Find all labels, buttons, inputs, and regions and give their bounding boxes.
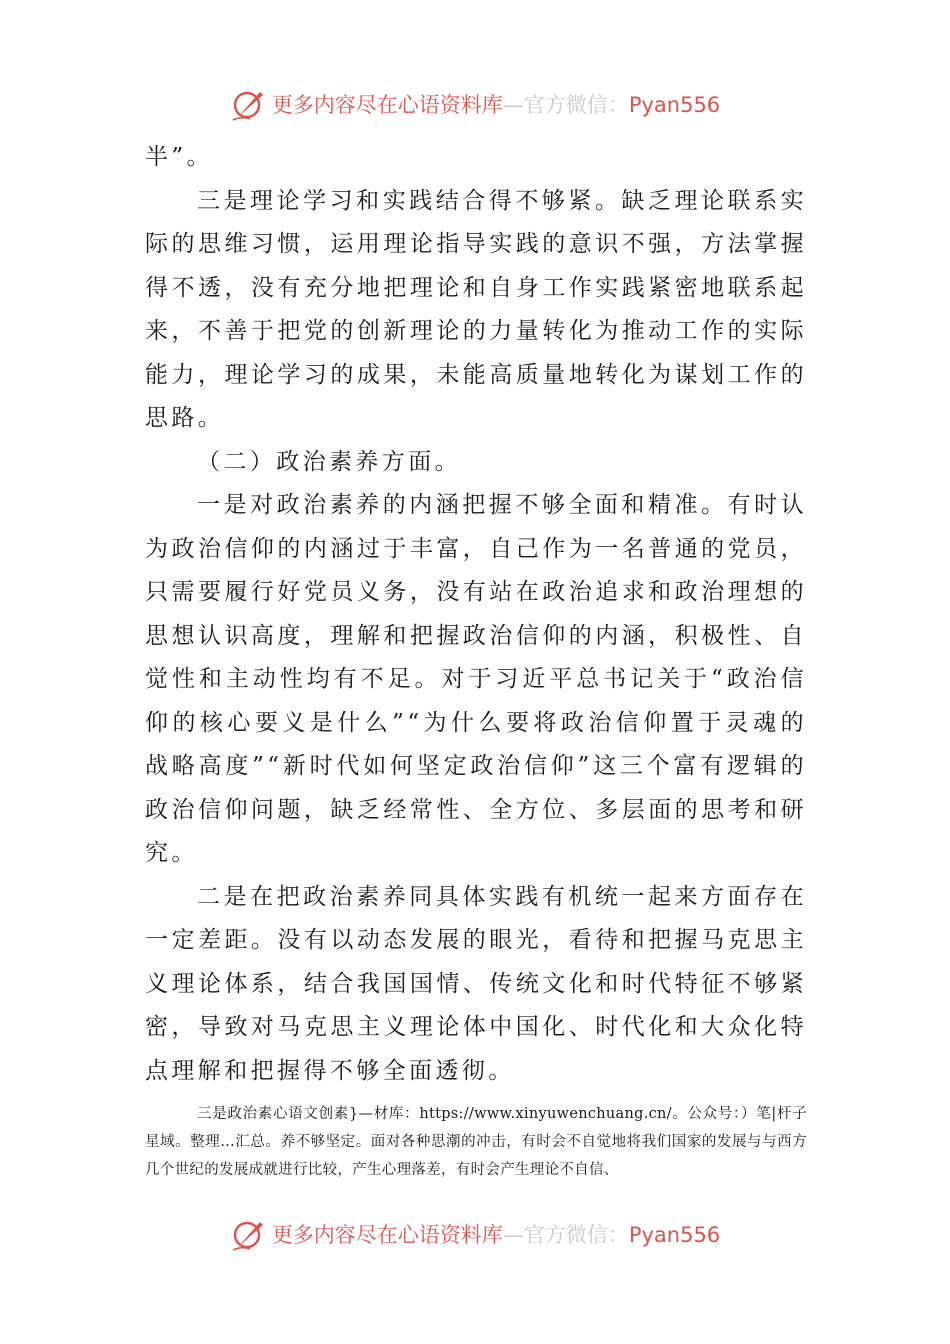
section-heading-political-literacy: （二）政治素养方面。 bbox=[197, 448, 461, 475]
quill-pen-logo-icon bbox=[230, 1216, 266, 1252]
paragraph-practice-gap: 二是在把政治素养同具体实践有机统一起来方面存在一定差距。没有以动态发展的眼光，看待和把握马克思主义理论体系，结合我国国情、传统文化和时代特征不够紧密，导致对马克思主义理论体中国化、时代化和大众化特点理解和把握得不够全面透彻。 bbox=[145, 883, 807, 1084]
footnote-text: 三是政治素心语文创素}—材库：https://www.xinyuwenchuang.cn/。公众号：）笔|杆子星域。整理…汇总。养不够坚定。面对各种思潮的冲击，有时会不自觉地将我们国家的发展与与西方几个世纪的发展成就进行比较，产生心理落差，有时会产生理论不自信、 bbox=[145, 1106, 807, 1178]
banner-brand: 更多内容尽在心语资料库 bbox=[271, 93, 503, 117]
banner-wechat-id: Pyan556 bbox=[628, 93, 721, 117]
banner-official-label: 官方微信： bbox=[523, 1223, 629, 1247]
banner-brand: 更多内容尽在心语资料库 bbox=[271, 1223, 503, 1247]
quill-pen-logo-icon bbox=[230, 86, 266, 122]
banner-text bbox=[272, 89, 720, 119]
banner-dash: — bbox=[502, 93, 524, 117]
banner-dash: — bbox=[502, 1223, 524, 1247]
paragraph-continuation: 半”。 bbox=[145, 144, 213, 170]
banner-wechat-id: Pyan556 bbox=[628, 1223, 721, 1247]
header-banner bbox=[0, 82, 950, 126]
paragraph-political-connotation: 一是对政治素养的内涵把握不够全面和精准。有时认为政治信仰的内涵过于丰富，自己作为一名普通的党员，只需要履行好党员义务，没有站在政治追求和政治理想的思想认识高度，理解和把握政治信仰的内涵，积极性、自觉性和主动性均有不足。对于习近平总书记关于“政治信仰的核心要义是什么”“为什么要将政治信仰置于灵魂的战略高度”“新时代如何坚定政治信仰”这三个富有逻辑的政治信仰问题，缺乏经常性、全方位、多层面的思考和研究。 bbox=[145, 492, 807, 866]
banner-official-label: 官方微信： bbox=[523, 93, 629, 117]
banner-text bbox=[272, 1219, 720, 1249]
paragraph-theory-practice: 三是理论学习和实践结合得不够紧。缺乏理论联系实际的思维习惯，运用理论指导实践的意识不强，方法掌握得不透，没有充分地把理论和自身工作实践紧密地联系起来，不善于把党的创新理论的力量转化为推动工作的实际能力，理论学习的成果，未能高质量地转化为谋划工作的思路。 bbox=[145, 187, 807, 431]
document-body bbox=[145, 136, 807, 1093]
footer-banner bbox=[0, 1212, 950, 1256]
